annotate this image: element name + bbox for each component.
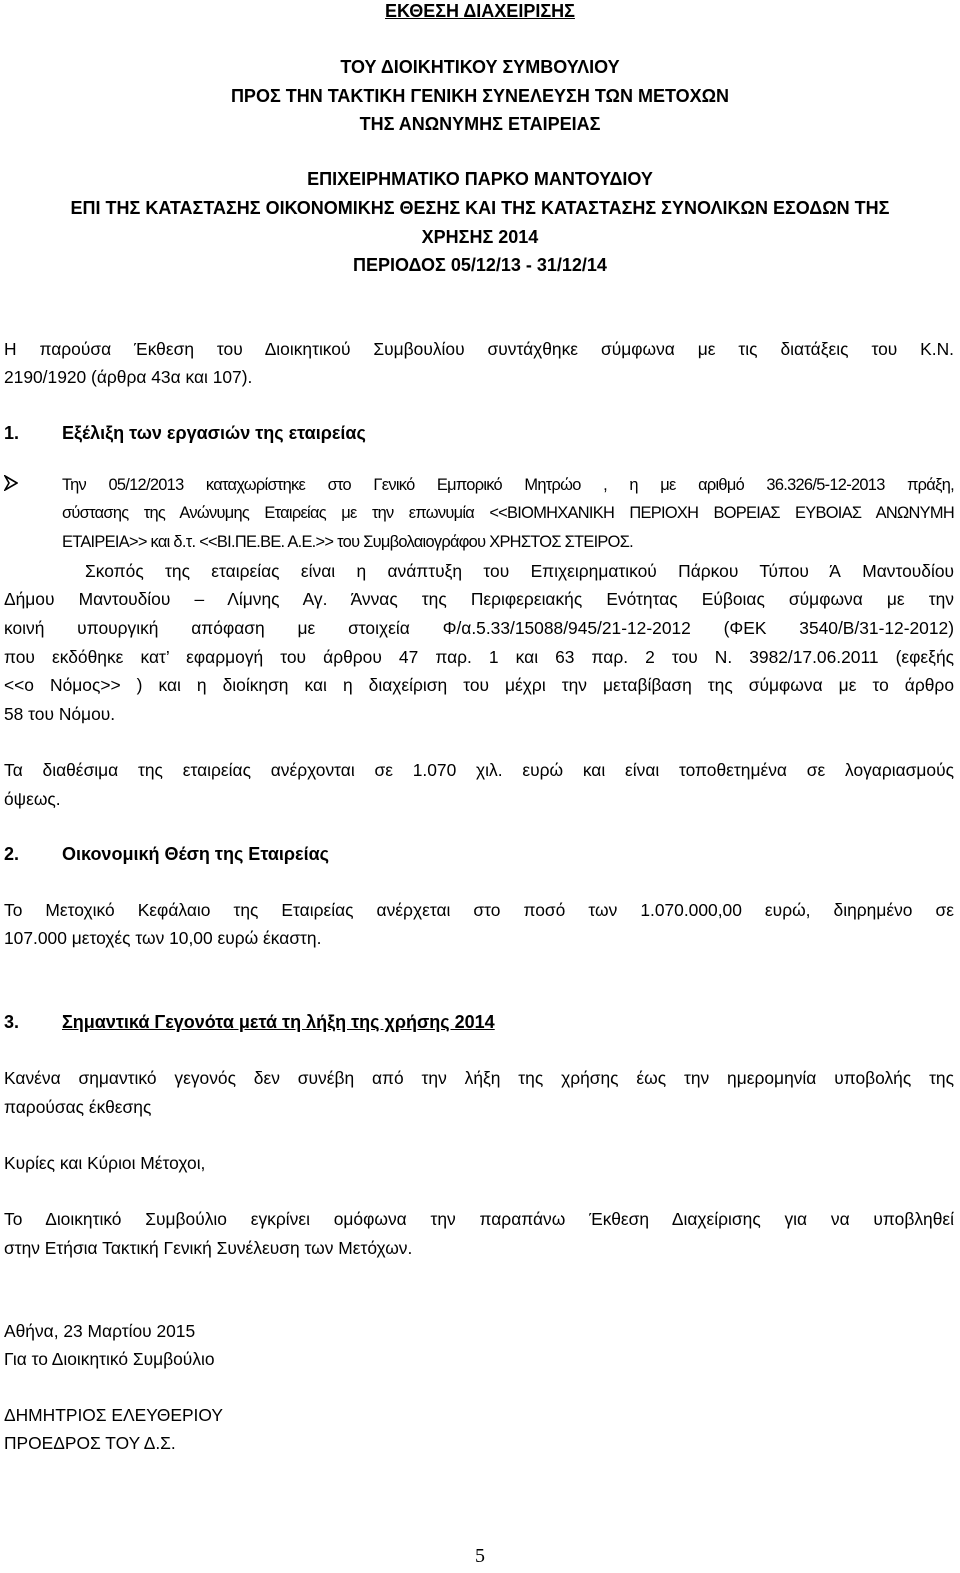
intro-line-2: 2190/1920 (άρθρα 43α και 107). [4,367,253,387]
purpose-line-3: κοινή υπουργική απόφαση με στοιχεία Φ/α.5.33/15088/945/21-12-2012 (ΦΕΚ 3540/Β/31-12-2012) [4,618,954,638]
purpose-line-4: που εκδόθηκε κατ’ εφαρμογή του άρθρου 47 παρ. 1 και 63 παρ. 2 του Ν. 3982/17.06.2011 (εφεξής [4,647,954,667]
section-2-title: Οικονομική Θέση της Εταιρείας [62,844,330,864]
header-line-company-name: ΕΠΙΧΕΙΡΗΜΑΤΙΚΟ ΠΑΡΚΟ ΜΑΝΤΟΥΔΙΟΥ [307,169,653,189]
page-number: 5 [475,1545,485,1567]
section-1-title: Εξέλιξη των εργασιών της εταιρείας [62,423,366,443]
header-line-company-type: ΤΗΣ ΑΝΩΝΥΜΗΣ ΕΤΑΙΡΕΙΑΣ [359,114,601,134]
bullet-registration-line-2: σύστασης της Ανώνυμης Εταιρείας με την επωνυμία <<ΒΙΟΜΗΧΑΝΙΚΗ ΠΕΡΙΟΧΗ ΒΟΡΕΙΑΣ ΕΥΒΟΙΑΣ ΑΝΩΝΥΜΗ [62,504,954,522]
purpose-line-5: <<ο Νόμος>> ) και η διοίκηση και η διαχείριση του μέχρι την μεταβίβαση της σύμφωνα με το άρθρο [4,675,954,695]
bullet-registration-line-1: Την 05/12/2013 καταχωρίστηκε στο Γενικό Εμπορικό Μητρώο , η με αριθμό 36.326/5-12-2013 πράξη, [62,476,954,494]
events-line-2: παρούσας έκθεσης [4,1097,152,1117]
purpose-line-1: Σκοπός της εταιρείας είναι η ανάπτυξη του Επιχειρηματικού Πάρκου Τύπου Ά Μαντουδίου [85,561,954,581]
approval-line-1: Το Διοικητικό Συμβούλιο εγκρίνει ομόφωνα την παραπάνω Έκθεση Διαχείρισης για να υποβληθεί [4,1209,954,1229]
section-3-title: Σημαντικά Γεγονότα μετά τη λήξη της χρήσης 2014 [62,1012,495,1032]
section-3-number: 3. [4,1012,20,1032]
header-line-board: ΤΟΥ ΔΙΟΙΚΗΤΙΚΟΥ ΣΥΜΒΟΥΛΙΟΥ [340,57,620,77]
capital-line-1: Το Μετοχικό Κεφάλαιο της Εταιρείας ανέρχεται στο ποσό των 1.070.000,00 ευρώ, διηρημένο σε [4,900,954,920]
header-line-subject: ΕΠΙ ΤΗΣ ΚΑΤΑΣΤΑΣΗΣ ΟΙΚΟΝΟΜΙΚΗΣ ΘΕΣΗΣ ΚΑΙ ΤΗΣ ΚΑΤΑΣΤΑΣΗΣ ΣΥΝΟΛΙΚΩΝ ΕΣΟΔΩΝ ΤΗΣ [70,198,890,218]
for-board: Για το Διοικητικό Συμβούλιο [4,1349,215,1369]
signatory-title: ΠΡΟΕΔΡΟΣ ΤΟΥ Δ.Σ. [4,1433,176,1453]
cash-line-1: Τα διαθέσιμα της εταιρείας ανέρχονται σε 1.070 χιλ. ευρώ και είναι τοποθετημένα σε λογαριασμούς [4,760,954,780]
section-1-number: 1. [4,423,20,443]
header-line-fiscal-year: ΧΡΗΣΗΣ 2014 [421,227,539,247]
salutation: Κυρίες και Κύριοι Μέτοχοι, [4,1153,206,1173]
document-title: ΕΚΘΕΣΗ ΔΙΑΧΕΙΡΙΣΗΣ [385,1,575,21]
purpose-line-6: 58 του Νόμου. [4,704,116,724]
place-date: Αθήνα, 23 Μαρτίου 2015 [4,1321,196,1341]
purpose-line-2: Δήμου Μαντουδίου – Λίμνης Αγ. Άννας της Περιφερειακής Ενότητας Εύβοιας σύμφωνα με την [4,589,954,609]
bullet-arrow-icon [4,475,18,491]
bullet-registration-line-3: ΕΤΑΙΡΕΙΑ>> και δ.τ. <<ΒΙ.ΠΕ.ΒΕ. Α.Ε.>> του Συμβολαιογράφου ΧΡΗΣΤΟΣ ΣΤΕΙΡΟΣ. [62,533,633,551]
capital-line-2: 107.000 μετοχές των 10,00 ευρώ έκαστη. [4,928,322,948]
events-line-1: Κανένα σημαντικό γεγονός δεν συνέβη από την λήξη της χρήσης έως την ημερομηνία υποβολής της [4,1068,954,1088]
header-line-period: ΠΕΡΙΟΔΟΣ 05/12/13 - 31/12/14 [353,255,607,275]
header-line-assembly: ΠΡΟΣ ΤΗΝ ΤΑΚΤΙΚΗ ΓΕΝΙΚΗ ΣΥΝΕΛΕΥΣΗ ΤΩΝ ΜΕΤΟΧΩΝ [230,86,730,106]
section-2-number: 2. [4,844,20,864]
cash-line-2: όψεως. [4,789,61,809]
intro-line-1: Η παρούσα Έκθεση του Διοικητικού Συμβουλίου συντάχθηκε σύμφωνα με τις διατάξεις του Κ.Ν. [4,339,954,359]
signatory-name: ΔΗΜΗΤΡΙΟΣ ΕΛΕΥΘΕΡΙΟΥ [4,1405,223,1425]
approval-line-2: στην Ετήσια Τακτική Γενική Συνέλευση των Μετόχων. [4,1238,413,1258]
